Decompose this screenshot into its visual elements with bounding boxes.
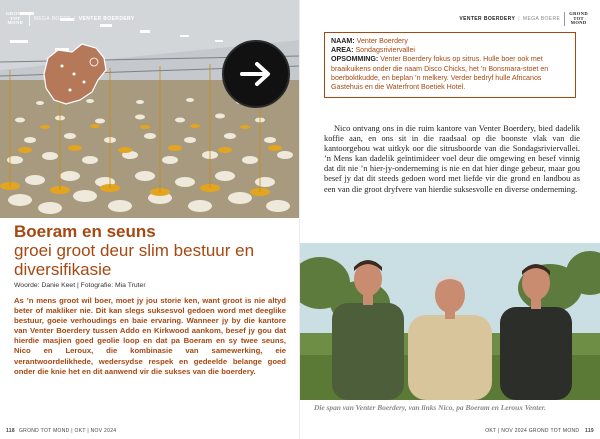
article-title-block xyxy=(14,222,290,289)
lead-paragraph: As ’n mens groot wil boer, moet jy jou storie ken, want groot is nie altyd beter of makliker nie. Dit kan slegs suksesvol gedoen word met deeglike bestuur, goeie verhoudings en baie ervaring. Wanneer jy by die kantore van Venter Boerdery tussen Addo en Kirkwood aankom, besef jy gou dat hierdie masjien goed geolie loop en dat pa Boeram en sy twee seuns, Nico en Leroux, die kombinasie van samewerking, eie verantwoordelikhede, wedersydse respek en gedeelde belange goed onder die knie het en dit aanwend vir die sukses van die boerdery. xyxy=(14,296,286,376)
right-page-footer xyxy=(485,428,594,434)
section-label: MEGA BOERE xyxy=(522,15,561,22)
body-paragraph: Nico ontvang ons in die ruim kantore van Venter Boerdery, bied dadelik koffie aan, en ons sit in die raadsaal op die boonste vlak van die kantoorgebou wat uitkyk oor die sitrusboorde van die Sondagsriviervallei. ’n Mens kan dadelik geïntimideer voel deur die omgewing en besef vinnig dat dit nie ’n hier-jy-onderneming is nie en dat hier dinge gebeur, maar gou besef jy dat dit steeds gedoen word met liefde vir die grond en landbou as een van die groot dryfvere van hierdie suksesvolle en diverse onderneming. xyxy=(324,124,580,194)
article-subtitle: groei groot deur slim bestuur en diversifikasie xyxy=(14,241,255,279)
next-arrow-icon[interactable] xyxy=(222,40,290,108)
footer-text: OKT | NOV 2024 GROND TOT MOND xyxy=(485,428,580,434)
left-running-header xyxy=(0,10,300,28)
article-title: Boeram en seuns xyxy=(14,222,156,241)
left-page-footer xyxy=(6,428,116,434)
fact-box xyxy=(324,32,576,98)
footer-text: GROND TOT MOND | OKT | NOV 2024 xyxy=(18,428,117,434)
article-label: VENTER BOERDERY xyxy=(78,16,135,22)
page-number: 118 xyxy=(6,428,15,434)
chicken-house-illustration xyxy=(0,0,300,218)
team-photo-illustration xyxy=(300,243,600,400)
article-label: VENTER BOERDERY xyxy=(459,15,516,22)
byline: Woorde: Danie Keet | Fotografie: Mia Truter xyxy=(14,282,146,289)
fact-name: NAAM: Venter Boerdery xyxy=(331,37,408,45)
page-number: 119 xyxy=(585,428,594,434)
fact-area: AREA: Sondagsriviervallei xyxy=(331,46,415,55)
grond-tot-mond-logo: GROND TOT MOND xyxy=(6,12,30,26)
fact-summary: OPSOMMING: Venter Boerdery fokus op sitrus. Hulle boer ook met braaikuikens onder die naam Disco Chicks, het ’n Bonsmara-stoet en boerboktkudde, en beplan ’n melkery. Verder bedryf hulle Africanos Gastehuis en die Waterfront Boetiek Hotel. xyxy=(331,55,549,92)
grond-tot-mond-logo: GROND TOT MOND xyxy=(564,12,588,26)
header-separator: | xyxy=(74,16,76,22)
right-running-header xyxy=(459,12,588,26)
hero-photo-chicken-house xyxy=(0,0,300,218)
section-label: MEGA BOERE xyxy=(33,16,72,22)
header-separator: | xyxy=(518,15,520,22)
team-photo xyxy=(300,243,600,400)
right-page xyxy=(300,0,600,439)
photo-caption: Die span van Venter Boerdery, van links Nico, pa Boeram en Leroux Venter. xyxy=(314,403,546,412)
